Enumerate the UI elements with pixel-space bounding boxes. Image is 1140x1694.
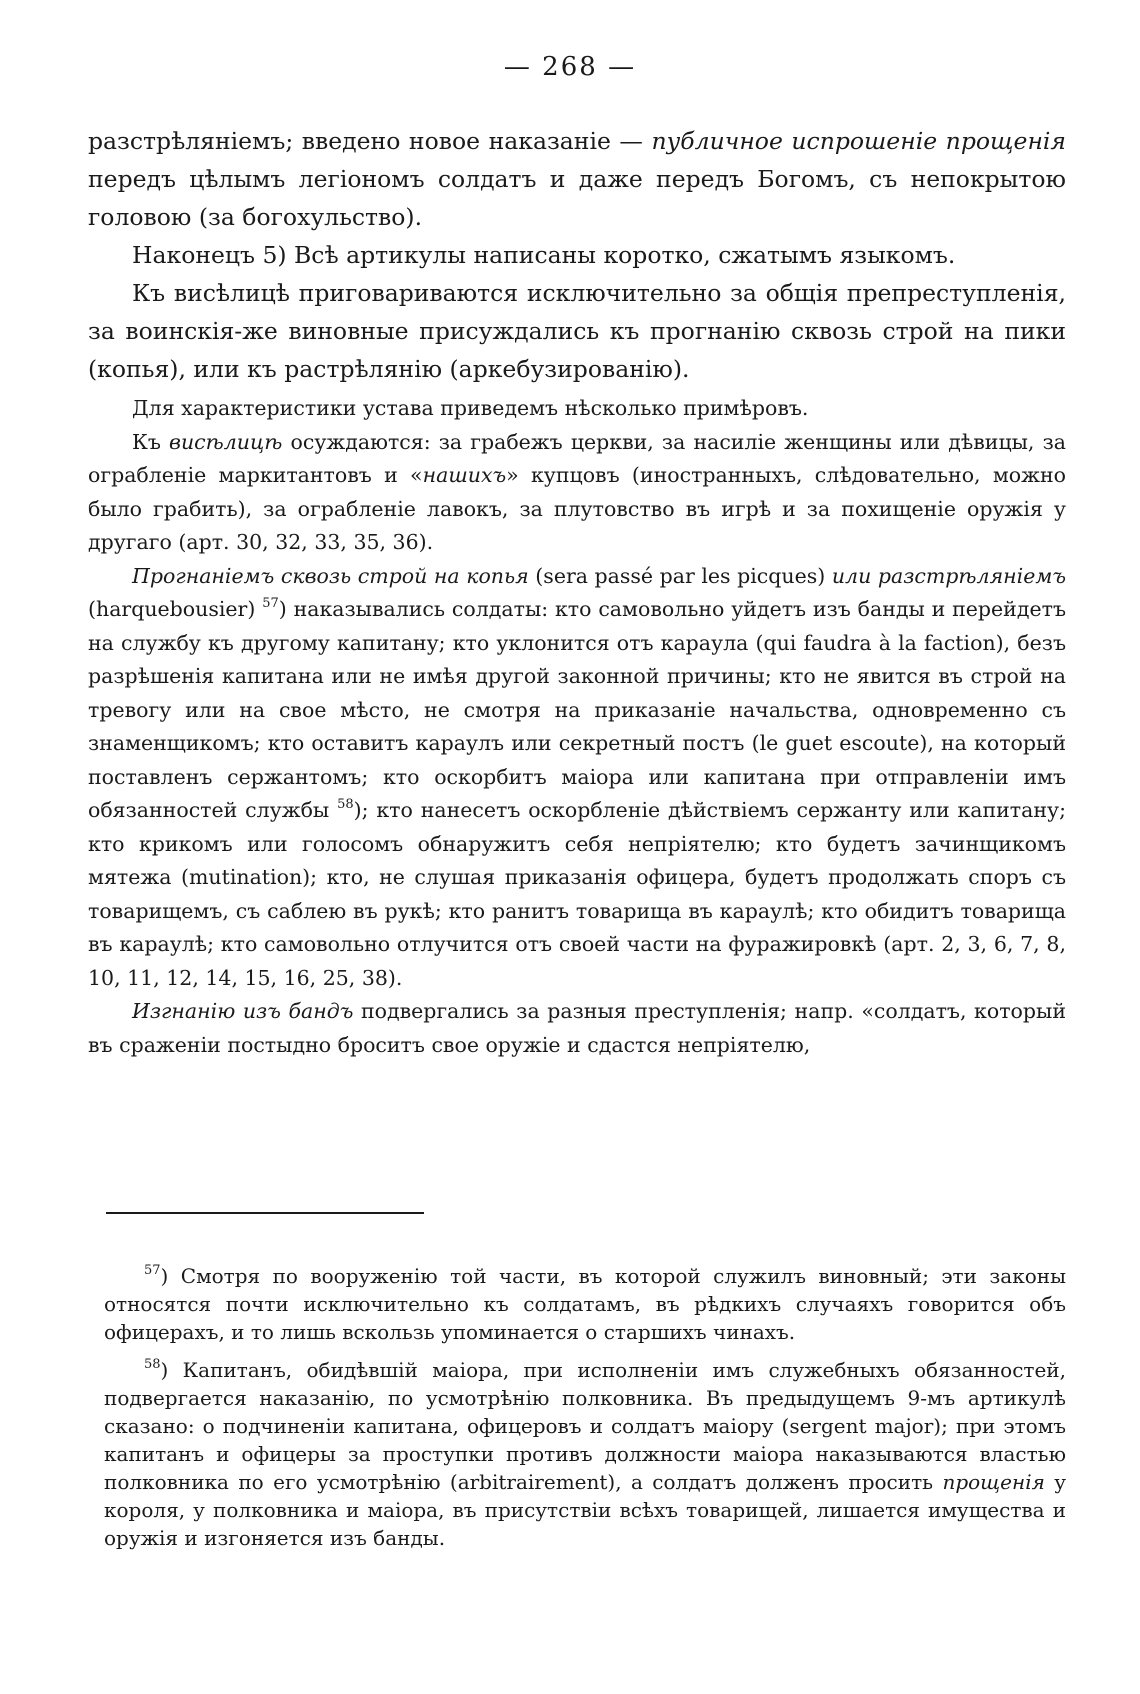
text-span: ) Капитанъ, обидѣвшій маіора, при исполненіи имъ служебныхъ обязанностей, подвергается наказанію, по усмотрѣнію полковника. Въ предыдущемъ 9-мъ артикулѣ сказано: о подчиненіи капитана, офицеровъ и солдатъ маіору (sergent major); при этомъ капитанъ и офицеры за проступки противъ должности маіора наказываются властью полковника по его усмотрѣнію (arbitrairement), а солдатъ долженъ просить <box>104 1358 1066 1494</box>
italic-span: или разстрѣляніемъ <box>831 563 1066 588</box>
paragraph-7 <box>88 995 1066 1062</box>
paragraph-5 <box>88 426 1066 560</box>
italic-span: Прогнаніемъ сквозь строй на копья <box>132 563 529 588</box>
text-span: Къ <box>132 429 170 454</box>
italic-span: прощенія <box>942 1470 1045 1494</box>
italic-span: публичное испрошеніе прощенія <box>651 127 1066 155</box>
footnote-58 <box>104 1356 1066 1552</box>
text-span: осуждаются: за грабежъ церкви, за насиліе женщины или дѣвицы, за ограбленіе маркитантовъ и « <box>88 429 1066 487</box>
footnote-mark: 58 <box>144 1357 161 1372</box>
footnote-ref-58: 58 <box>337 797 354 812</box>
italic-span: Изгнанію изъ бандъ <box>132 999 354 1023</box>
paragraph-6 <box>88 560 1066 996</box>
text-span: подвергались за разныя преступленія; напр. «солдатъ, который въ сраженіи постыдно броситъ свое оружіе и сдастся непріятелю, <box>88 999 1066 1057</box>
paragraph-3: Къ висѣлицѣ приговариваются исключительно за общія препреступленія, за воинскія-же виновные присуждались къ прогнанію сквозь строй на пики (копья), или къ растрѣлянію (аркебузированію). <box>88 279 1066 383</box>
footnotes <box>104 1262 1066 1562</box>
paragraph-4: Для характеристики устава приведемъ нѣсколько примѣровъ. <box>132 396 809 420</box>
footnote-ref-57: 57 <box>262 596 279 611</box>
paragraph-1 <box>88 122 1066 236</box>
text-span: ); кто нанесетъ оскорбленіе дѣйствіемъ сержанту или капитану; кто крикомъ или голосомъ обнаружитъ себя непріятелю; кто будетъ зачинщикомъ мятежа (mutination); кто, не слушая приказанія офицера, будетъ продолжать споръ съ товарищемъ, съ саблею въ рукѣ; кто ранитъ товарища въ караулѣ; кто обидитъ товарища въ караулѣ; кто самовольно отлучится отъ своей части на фуражировкѣ (арт. 2, 3, 6, 7, 8, 10, 11, 12, 14, 15, 16, 25, 38). <box>88 798 1067 990</box>
text-span: ) наказывались солдаты: кто самовольно уйдетъ изъ банды и перейдетъ на службу къ другому капитану; кто уклонится отъ караула (qui faudra à la faction), безъ разрѣшенія капитана или не имѣя другой законной причины; кто не явится въ строй на тревогу или на свое мѣсто, не смотря на приказаніе начальства, одновременно съ знаменщикомъ; кто оставитъ караулъ или секретный постъ (le guet escoute), на который поставленъ сержантомъ; кто оскорбитъ маіора или капитана при отправленіи имъ обязанностей службы <box>88 597 1066 822</box>
footnote-mark: 57 <box>144 1263 161 1278</box>
paragraph-2: Наконецъ 5) Всѣ артикулы написаны коротко, сжатымъ языкомъ. <box>132 241 956 269</box>
text-span: разстрѣляніемъ; введено новое наказаніе — <box>88 127 652 155</box>
italic-span: висѣлицѣ <box>169 429 283 454</box>
footnote-57 <box>104 1262 1066 1346</box>
footnote-divider <box>106 1212 424 1214</box>
text-span: ) Смотря по вооруженію той части, въ которой служилъ виновный; эти законы относятся почти исключительно къ солдатамъ, въ рѣдкихъ случаяхъ говорится объ офицерахъ, и то лишь вскользь упоминается о старшихъ чинахъ. <box>104 1264 1066 1344</box>
italic-span: нашихъ <box>422 463 507 487</box>
main-text <box>88 122 1066 1062</box>
text-span: у короля, у полковника и маіора, въ присутствіи всѣхъ товарищей, лишается имущества и оружія и изгоняется изъ банды. <box>104 1470 1067 1550</box>
text-span: (sera passé par les picques) <box>528 563 832 588</box>
text-span: передъ цѣлымъ легіономъ солдатъ и даже передъ Богомъ, съ непокрытою головою (за богохульство). <box>88 165 1066 231</box>
page-number: — 268 — <box>503 52 637 82</box>
text-span: (harquebousier) <box>88 597 263 621</box>
text-span: » купцовъ (иностранныхъ, слѣдовательно, можно было грабить), за ограбленіе лавокъ, за плутовство въ игрѣ и за похищеніе оружія у другаго (арт. 30, 32, 33, 35, 36). <box>88 463 1066 554</box>
